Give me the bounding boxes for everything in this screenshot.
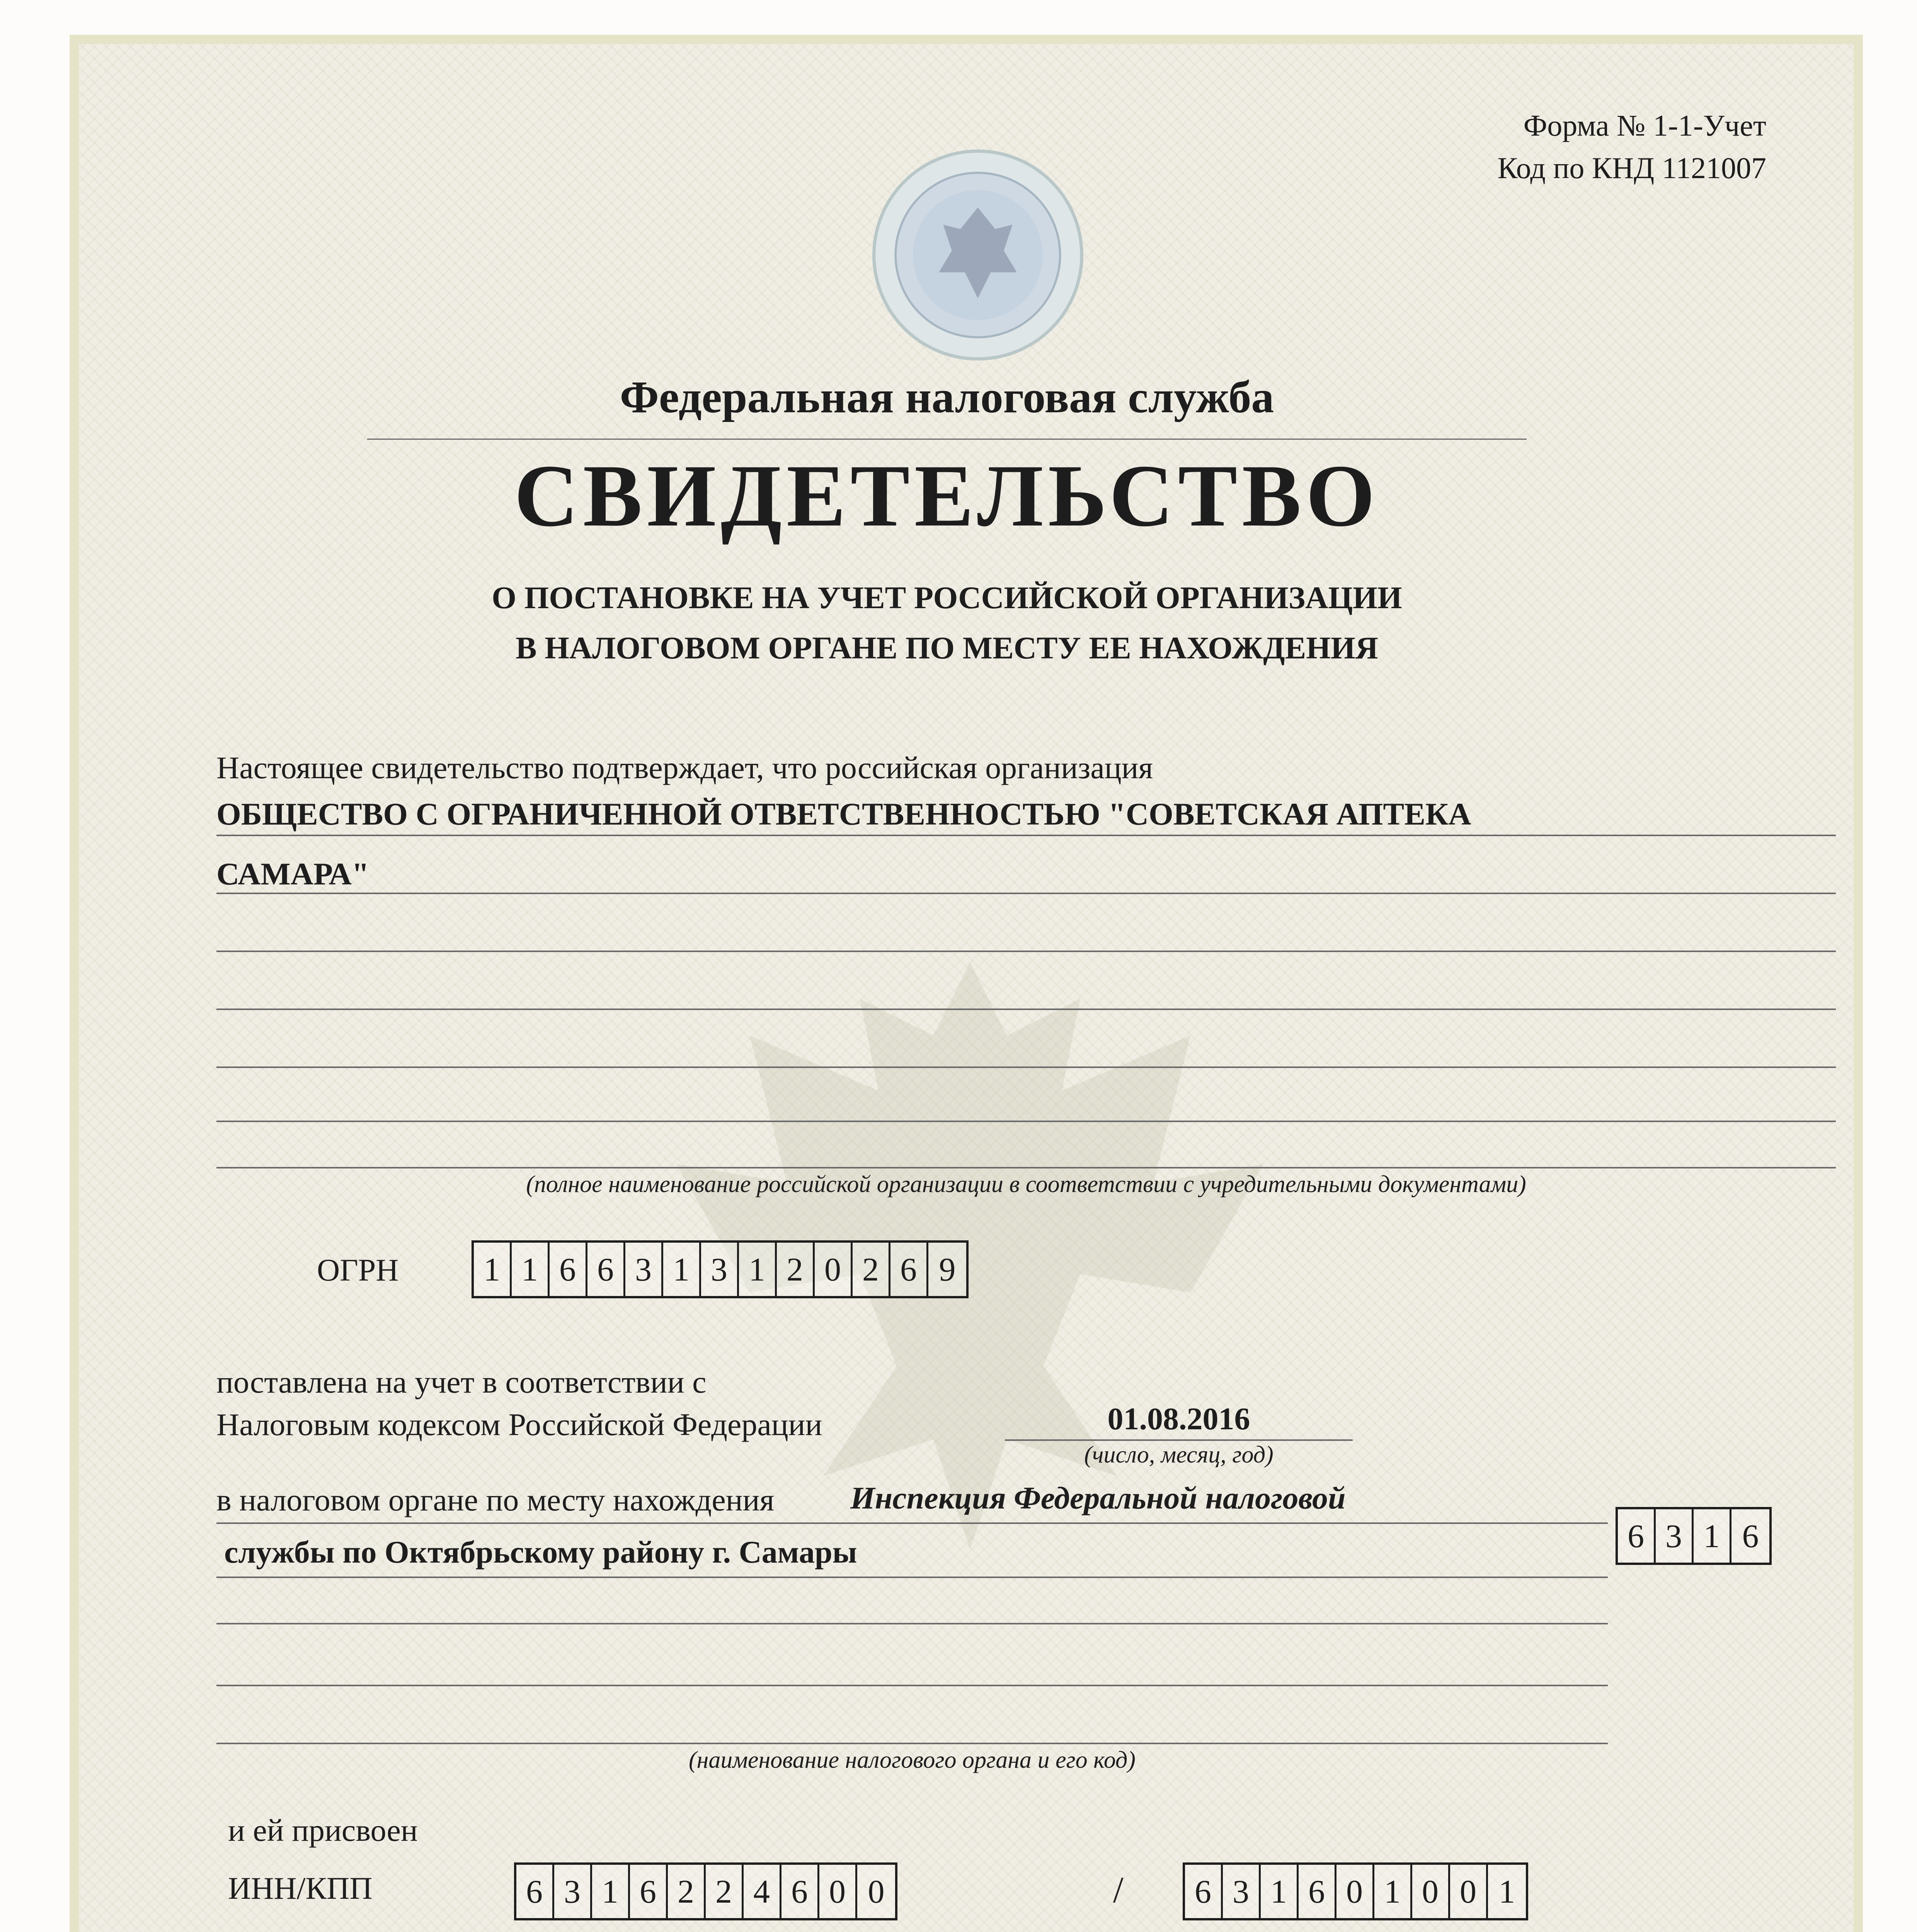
registered-line-1: поставлена на учет в соответствии с <box>216 1364 707 1400</box>
hologram-emblem <box>870 147 1086 363</box>
org-line-7 <box>216 1167 1836 1168</box>
ogrn-digit: 3 <box>625 1243 663 1296</box>
date-caption: (число, месяц, год) <box>1084 1442 1273 1468</box>
inn-digit: 6 <box>781 1865 819 1918</box>
kpp-digit: 6 <box>1185 1865 1223 1918</box>
ogrn-digit: 6 <box>890 1243 928 1296</box>
inn-digit: 2 <box>706 1865 744 1918</box>
org-line-6 <box>216 1121 1836 1122</box>
ogrn-digit: 6 <box>587 1243 625 1296</box>
knd-code: Код по КНД 1121007 <box>1497 151 1766 185</box>
org-line-4 <box>216 1009 1836 1010</box>
inn-kpp-slash: / <box>1113 1869 1124 1910</box>
registered-line-2: Налоговым кодексом Российской Федерации <box>216 1407 822 1442</box>
authority-code-digit: 1 <box>1694 1509 1731 1563</box>
org-line-1 <box>216 835 1836 836</box>
authority-prefix: в налоговом органе по месту нахождения <box>216 1482 775 1517</box>
kpp-digit: 1 <box>1374 1865 1412 1918</box>
ogrn-digit: 2 <box>853 1243 890 1296</box>
agency-underline <box>367 439 1527 440</box>
assigned-text: и ей присвоен <box>228 1813 418 1848</box>
intro-text: Настоящее свидетельство подтверждает, что российская организация <box>216 750 1153 785</box>
inn-digit: 3 <box>554 1865 592 1918</box>
inn-digit: 2 <box>668 1865 706 1918</box>
inn-kpp-label: ИНН/КПП <box>228 1871 373 1906</box>
ogrn-label: ОГРН <box>317 1252 399 1287</box>
ogrn-digit: 9 <box>939 1251 956 1288</box>
org-caption: (полное наименование российской организации в соответствии с учредительными документами) <box>526 1171 1526 1197</box>
kpp-digit: 1 <box>1261 1865 1299 1918</box>
ogrn-digit: 1 <box>739 1243 777 1296</box>
inn-digit: 1 <box>592 1865 630 1918</box>
authority-code-digit: 3 <box>1656 1509 1694 1563</box>
authority-line-5 <box>216 1743 1608 1744</box>
subtitle-line-2: В НАЛОГОВОМ ОРГАНЕ ПО МЕСТУ ЕЕ НАХОЖДЕНИЯ <box>515 630 1379 665</box>
ogrn-digit: 3 <box>701 1243 739 1296</box>
authority-line-4 <box>216 1685 1608 1686</box>
authority-name-line-2: службы по Октябрьскому району г. Самары <box>224 1534 857 1570</box>
document-title: СВИДЕТЕЛЬСТВО <box>514 446 1380 545</box>
ogrn-digit: 0 <box>815 1243 853 1296</box>
kpp-digit: 3 <box>1223 1865 1261 1918</box>
org-name-line-2: САМАРА" <box>216 856 369 891</box>
agency-name: Федеральная налоговая служба <box>620 372 1274 422</box>
authority-name-line-1: Инспекция Федеральной налоговой <box>850 1480 1346 1515</box>
form-number: Форма № 1-1-Учет <box>1523 109 1766 142</box>
inn-digit: 0 <box>819 1865 857 1918</box>
kpp-digit: 1 <box>1498 1873 1515 1910</box>
kpp-boxes <box>1183 1862 1528 1920</box>
inn-boxes <box>514 1862 897 1920</box>
ogrn-digit: 1 <box>663 1243 701 1296</box>
subtitle-line-1: О ПОСТАНОВКЕ НА УЧЕТ РОССИЙСКОЙ ОРГАНИЗАЦИИ <box>492 580 1402 615</box>
registration-date: 01.08.2016 <box>1107 1401 1250 1436</box>
inn-digit: 6 <box>630 1865 668 1918</box>
authority-line-1 <box>216 1522 1608 1524</box>
kpp-digit: 0 <box>1336 1865 1374 1918</box>
org-name-line-1: ОБЩЕСТВО С ОГРАНИЧЕННОЙ ОТВЕТСТВЕННОСТЬЮ "СОВЕТСКАЯ АПТЕКА <box>216 796 1471 832</box>
ogrn-boxes <box>472 1240 969 1298</box>
ogrn-digit: 1 <box>474 1243 512 1296</box>
kpp-digit: 6 <box>1299 1865 1336 1918</box>
authority-code-digit: 6 <box>1618 1509 1656 1563</box>
inn-digit: 6 <box>516 1865 554 1918</box>
authority-line-2 <box>216 1577 1608 1578</box>
date-underline <box>1005 1439 1353 1441</box>
org-line-3 <box>216 951 1836 952</box>
authority-caption: (наименование налогового органа и его код) <box>688 1747 1136 1773</box>
inn-digit: 0 <box>868 1873 885 1910</box>
inn-digit: 4 <box>744 1865 781 1918</box>
authority-code-digit: 6 <box>1742 1517 1759 1554</box>
kpp-digit: 0 <box>1450 1865 1488 1918</box>
ogrn-digit: 1 <box>512 1243 550 1296</box>
ogrn-digit: 2 <box>777 1243 815 1296</box>
kpp-digit: 0 <box>1412 1865 1450 1918</box>
org-line-2 <box>216 893 1836 894</box>
org-line-5 <box>216 1066 1836 1068</box>
authority-code-boxes <box>1616 1507 1772 1565</box>
ogrn-digit: 6 <box>550 1243 587 1296</box>
authority-line-3 <box>216 1623 1608 1624</box>
